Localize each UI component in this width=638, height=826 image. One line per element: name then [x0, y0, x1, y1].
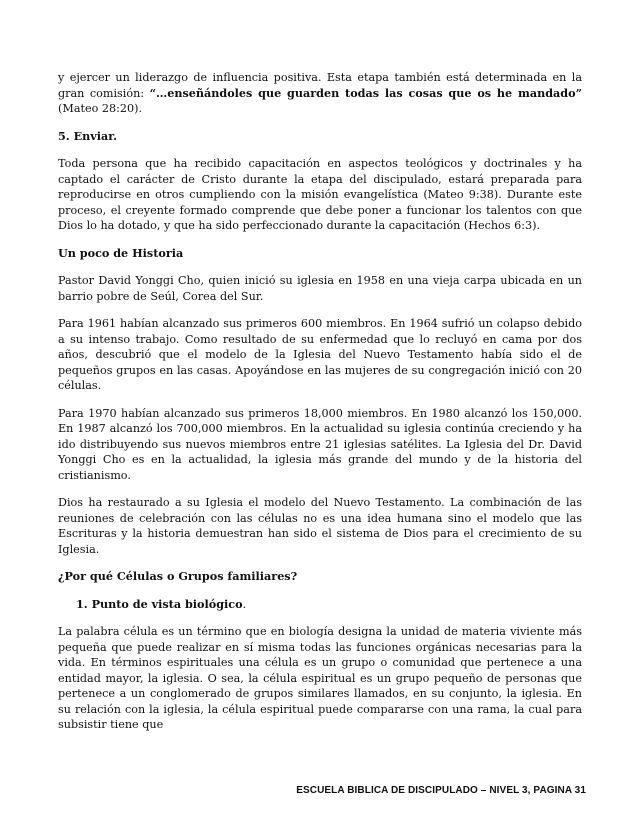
- paragraph-modelo: Dios ha restaurado a su Iglesia el modelo del Nuevo Testamento. La combinación de las reuniones de celebración con las células no es una idea humana sino el modelo que las Escrituras y la historia demuestran han sido el sistema de Dios para el crecimiento de su Iglesia.: [58, 496, 582, 556]
- heading-enviar: 5. Enviar.: [58, 128, 117, 143]
- paragraph-liderazgo: [58, 70, 582, 117]
- page-footer: ESCUELA BIBLICA DE DISCIPULADO – NIVEL 3, PAGINA 31: [296, 785, 586, 796]
- paragraph-1970: Para 1970 habían alcanzado sus primeros 18,000 miembros. En 1980 alcanzó los 150,000. En 1987 alcanzó los 700,000 miembros. En la actualidad su iglesia continúa creciendo y ha ido distribuyendo sus nuevos miembros entre 21 iglesias satélites. La Iglesia del Dr. David Yonggi Cho es en la actualidad, la iglesia más grande del mundo y de la historia del cristianismo.: [58, 406, 582, 482]
- subheading-tail: .: [242, 597, 247, 611]
- paragraph-celula: La palabra célula es un término que en biología designa la unidad de materia viviente más pequeña que puede realizar en sí misma todas las funciones orgánicas necesarias para la vida. En términos espirituales una célula es un grupo o comunidad que pertenece a una entidad mayor, la iglesia. O sea, la célula espiritual es un grupo pequeño de personas que pertenece a un conglomerado de grupos similares llamados, en su conjunto, la iglesia. En su relación con la iglesia, la célula espiritual puede compararse con una rama, la cual para subsistir tiene que: [58, 625, 582, 731]
- paragraph-text: y ejercer un liderazgo de influencia positiva. Esta etapa también está determinada en la gran comisión:: [58, 71, 582, 100]
- subheading-biologico: [58, 597, 582, 613]
- subheading-label: 1. Punto de vista biológico: [76, 596, 243, 611]
- scripture-quote: “…enseñándoles que guarden todas las cosas que os he mandado”: [149, 85, 582, 100]
- heading-por-que-celulas: ¿Por qué Células o Grupos familiares?: [58, 569, 298, 583]
- paragraph-capacitacion: Toda persona que ha recibido capacitación en aspectos teológicos y doctrinales y ha captado el carácter de Cristo durante la etapa del discipulado, estará preparada para reproducirse en otros cumpliendo con la misión evangelística (Mateo 9:38). Durante este proceso, el creyente formado comprende que debe poner a funcionar los talentos con que Dios lo ha dotado, y que ha sido perfeccionado durante la capacitación (Hechos 6:3).: [58, 157, 582, 232]
- page-body: [58, 70, 582, 745]
- heading-historia: Un poco de Historia: [58, 245, 184, 260]
- paragraph-1961: Para 1961 habían alcanzado sus primeros 600 miembros. En 1964 sufrió un colapso debido a su intenso trabajo. Como resultado de su enfermedad que lo recluyó en cama por dos años, descubrió que el modelo de la Iglesia del Nuevo Testamento había sido el de pequeños grupos en las casas. Apoyándose en las mujeres de su congregación inició con 20 células.: [58, 317, 582, 392]
- scripture-reference: (Mateo 28:20).: [58, 102, 143, 115]
- paragraph-cho: Pastor David Yonggi Cho, quien inició su iglesia en 1958 en una vieja carpa ubicada en un barrio pobre de Seúl, Corea del Sur.: [58, 274, 582, 303]
